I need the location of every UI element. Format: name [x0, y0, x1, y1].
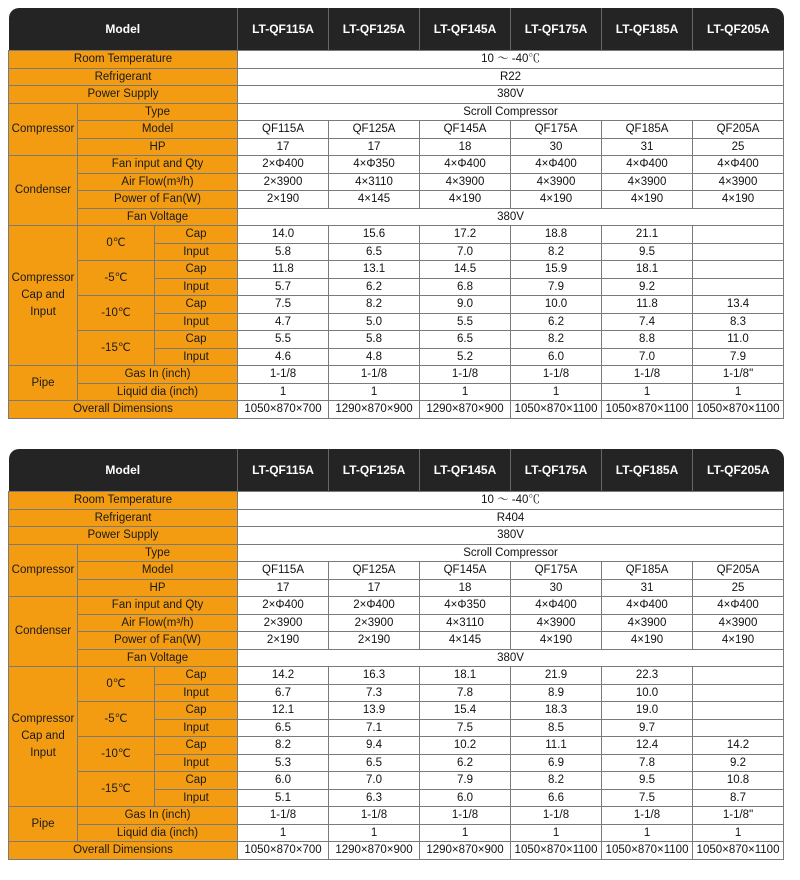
- cap-value: 21.1: [602, 226, 693, 244]
- fan-power-label: Power of Fan(W): [78, 191, 238, 209]
- temperature-label: -5℃: [78, 702, 155, 737]
- cap-value: 9.5: [602, 772, 693, 790]
- input-value: 8.9: [511, 684, 602, 702]
- liquid-dia-value: 1: [511, 383, 602, 401]
- input-label: Input: [155, 719, 238, 737]
- header-model-2: LT-QF145A: [420, 449, 511, 492]
- cap-value: 18.1: [420, 667, 511, 685]
- room-temperature-value: 10 ～ -40℃: [238, 51, 784, 69]
- input-value: 7.5: [602, 789, 693, 807]
- cap-value: 6.0: [238, 772, 329, 790]
- compressor-model-value: QF205A: [693, 562, 784, 580]
- input-value: 6.0: [511, 348, 602, 366]
- input-value: 5.1: [238, 789, 329, 807]
- input-value: 5.8: [238, 243, 329, 261]
- cap-value: 16.3: [329, 667, 420, 685]
- fan-input-value: 4×Φ400: [602, 156, 693, 174]
- cap-value: 15.4: [420, 702, 511, 720]
- compressor-type-value: Scroll Compressor: [238, 544, 784, 562]
- compressor-type-label: Type: [78, 544, 238, 562]
- cap-value: [693, 702, 784, 720]
- air-flow-label: Air Flow(m³/h): [78, 614, 238, 632]
- fan-power-value: 2×190: [329, 632, 420, 650]
- compressor-hp-value: 25: [693, 579, 784, 597]
- input-value: 7.1: [329, 719, 420, 737]
- liquid-dia-value: 1: [420, 383, 511, 401]
- fan-input-value: 2×Φ400: [238, 597, 329, 615]
- fan-power-value: 4×190: [602, 191, 693, 209]
- liquid-dia-value: 1: [693, 824, 784, 842]
- input-value: 6.0: [420, 789, 511, 807]
- cap-value: 22.3: [602, 667, 693, 685]
- cap-value: 14.5: [420, 261, 511, 279]
- compressor-hp-value: 17: [329, 579, 420, 597]
- cap-value: 8.8: [602, 331, 693, 349]
- cap-value: 14.2: [693, 737, 784, 755]
- compressor-hp-value: 17: [238, 138, 329, 156]
- cap-value: 7.0: [329, 772, 420, 790]
- compressor-hp-value: 31: [602, 138, 693, 156]
- compressor-hp-value: 17: [329, 138, 420, 156]
- header-model-1: LT-QF125A: [329, 449, 420, 492]
- cap-label: Cap: [155, 296, 238, 314]
- header-model-3: LT-QF175A: [511, 8, 602, 51]
- input-value: 5.3: [238, 754, 329, 772]
- dimensions-value: 1050×870×1100: [511, 842, 602, 860]
- input-value: 6.8: [420, 278, 511, 296]
- cap-value: 21.9: [511, 667, 602, 685]
- compressor-model-value: QF125A: [329, 121, 420, 139]
- fan-power-value: 4×190: [693, 191, 784, 209]
- compressor-model-value: QF115A: [238, 562, 329, 580]
- cap-value: 11.0: [693, 331, 784, 349]
- cap-value: 10.0: [511, 296, 602, 314]
- cap-value: 9.4: [329, 737, 420, 755]
- air-flow-value: 4×3110: [420, 614, 511, 632]
- fan-input-value: 4×Φ400: [511, 597, 602, 615]
- cap-value: 12.4: [602, 737, 693, 755]
- input-value: 7.0: [602, 348, 693, 366]
- fan-voltage-label: Fan Voltage: [78, 649, 238, 667]
- cap-value: 8.2: [238, 737, 329, 755]
- input-value: 6.2: [329, 278, 420, 296]
- input-label: Input: [155, 684, 238, 702]
- input-value: 9.7: [602, 719, 693, 737]
- fan-input-label: Fan input and Qty: [78, 597, 238, 615]
- fan-input-value: 4×Φ400: [511, 156, 602, 174]
- input-value: [693, 719, 784, 737]
- liquid-dia-label: Liquid dia (inch): [78, 383, 238, 401]
- liquid-dia-value: 1: [238, 383, 329, 401]
- compressor-model-value: QF175A: [511, 121, 602, 139]
- dimensions-value: 1290×870×900: [329, 401, 420, 419]
- input-label: Input: [155, 348, 238, 366]
- cap-value: 15.9: [511, 261, 602, 279]
- compressor-hp-value: 17: [238, 579, 329, 597]
- cap-value: 14.2: [238, 667, 329, 685]
- input-label: Input: [155, 313, 238, 331]
- gas-in-label: Gas In (inch): [78, 366, 238, 384]
- compressor-hp-value: 18: [420, 138, 511, 156]
- header-model-5: LT-QF205A: [693, 449, 784, 492]
- fan-input-value: 4×Φ400: [693, 156, 784, 174]
- input-value: 6.3: [329, 789, 420, 807]
- compressor-model-value: QF205A: [693, 121, 784, 139]
- fan-power-value: 4×145: [420, 632, 511, 650]
- input-value: [693, 684, 784, 702]
- compressor-model-label: Model: [78, 121, 238, 139]
- input-value: 7.4: [602, 313, 693, 331]
- air-flow-value: 4×3900: [511, 614, 602, 632]
- dimensions-value: 1290×870×900: [420, 842, 511, 860]
- compressor-hp-value: 25: [693, 138, 784, 156]
- air-flow-value: 4×3110: [329, 173, 420, 191]
- cap-value: 17.2: [420, 226, 511, 244]
- fan-power-value: 4×190: [511, 632, 602, 650]
- fan-power-value: 4×190: [693, 632, 784, 650]
- input-value: 6.2: [511, 313, 602, 331]
- cap-value: 13.1: [329, 261, 420, 279]
- dimensions-value: 1290×870×900: [329, 842, 420, 860]
- input-value: 8.7: [693, 789, 784, 807]
- cap-value: 11.8: [602, 296, 693, 314]
- temperature-label: -10℃: [78, 737, 155, 772]
- dimensions-value: 1050×870×700: [238, 842, 329, 860]
- fan-voltage-value: 380V: [238, 649, 784, 667]
- gas-in-value: 1-1/8: [329, 807, 420, 825]
- fan-power-value: 4×145: [329, 191, 420, 209]
- cap-input-label: Compressor Cap and Input: [9, 667, 78, 807]
- power-supply-value: 380V: [238, 86, 784, 104]
- input-value: 4.6: [238, 348, 329, 366]
- air-flow-label: Air Flow(m³/h): [78, 173, 238, 191]
- cap-value: [693, 226, 784, 244]
- power-supply-value: 380V: [238, 527, 784, 545]
- compressor-model-value: QF185A: [602, 562, 693, 580]
- compressor-model-value: QF145A: [420, 121, 511, 139]
- temperature-label: 0℃: [78, 226, 155, 261]
- compressor-label: Compressor: [9, 544, 78, 597]
- liquid-dia-label: Liquid dia (inch): [78, 824, 238, 842]
- temperature-label: -5℃: [78, 261, 155, 296]
- liquid-dia-value: 1: [238, 824, 329, 842]
- fan-power-value: 4×190: [420, 191, 511, 209]
- input-value: 6.9: [511, 754, 602, 772]
- condenser-label: Condenser: [9, 597, 78, 667]
- liquid-dia-value: 1: [420, 824, 511, 842]
- dimensions-label: Overall Dimensions: [9, 401, 238, 419]
- input-label: Input: [155, 278, 238, 296]
- fan-input-label: Fan input and Qty: [78, 156, 238, 174]
- liquid-dia-value: 1: [329, 383, 420, 401]
- compressor-model-value: QF125A: [329, 562, 420, 580]
- cap-value: 14.0: [238, 226, 329, 244]
- compressor-label: Compressor: [9, 103, 78, 156]
- input-value: 5.2: [420, 348, 511, 366]
- input-value: 6.5: [329, 243, 420, 261]
- dimensions-value: 1050×870×1100: [693, 842, 784, 860]
- compressor-model-value: QF175A: [511, 562, 602, 580]
- cap-input-label: Compressor Cap and Input: [9, 226, 78, 366]
- temperature-label: 0℃: [78, 667, 155, 702]
- refrigerant-label: Refrigerant: [9, 509, 238, 527]
- gas-in-label: Gas In (inch): [78, 807, 238, 825]
- input-value: 10.0: [602, 684, 693, 702]
- cap-value: 11.1: [511, 737, 602, 755]
- compressor-model-value: QF145A: [420, 562, 511, 580]
- dimensions-value: 1050×870×700: [238, 401, 329, 419]
- input-value: 6.7: [238, 684, 329, 702]
- air-flow-value: 2×3900: [238, 173, 329, 191]
- gas-in-value: 1-1/8: [238, 366, 329, 384]
- liquid-dia-value: 1: [602, 824, 693, 842]
- dimensions-value: 1050×870×1100: [693, 401, 784, 419]
- cap-value: 18.3: [511, 702, 602, 720]
- room-temperature-label: Room Temperature: [9, 51, 238, 69]
- cap-value: 13.4: [693, 296, 784, 314]
- input-value: 7.8: [420, 684, 511, 702]
- compressor-hp-value: 30: [511, 138, 602, 156]
- input-value: 4.8: [329, 348, 420, 366]
- input-value: 7.9: [511, 278, 602, 296]
- gas-in-value: 1-1/8: [238, 807, 329, 825]
- dimensions-value: 1290×870×900: [420, 401, 511, 419]
- fan-power-label: Power of Fan(W): [78, 632, 238, 650]
- liquid-dia-value: 1: [602, 383, 693, 401]
- input-value: 6.5: [329, 754, 420, 772]
- liquid-dia-value: 1: [511, 824, 602, 842]
- cap-value: 7.5: [238, 296, 329, 314]
- header-model-label: Model: [9, 8, 238, 51]
- compressor-model-value: QF185A: [602, 121, 693, 139]
- input-value: 7.3: [329, 684, 420, 702]
- compressor-type-label: Type: [78, 103, 238, 121]
- input-value: 7.0: [420, 243, 511, 261]
- compressor-hp-value: 30: [511, 579, 602, 597]
- input-value: 9.5: [602, 243, 693, 261]
- air-flow-value: 4×3900: [602, 173, 693, 191]
- refrigerant-value: R22: [238, 68, 784, 86]
- temperature-label: -10℃: [78, 296, 155, 331]
- cap-label: Cap: [155, 737, 238, 755]
- header-model-5: LT-QF205A: [693, 8, 784, 51]
- input-value: 8.2: [511, 243, 602, 261]
- dimensions-label: Overall Dimensions: [9, 842, 238, 860]
- cap-value: 7.9: [420, 772, 511, 790]
- input-value: 7.8: [602, 754, 693, 772]
- input-label: Input: [155, 243, 238, 261]
- cap-value: 11.8: [238, 261, 329, 279]
- cap-value: [693, 261, 784, 279]
- fan-voltage-value: 380V: [238, 208, 784, 226]
- gas-in-value: 1-1/8: [511, 366, 602, 384]
- fan-power-value: 4×190: [511, 191, 602, 209]
- input-value: 5.5: [420, 313, 511, 331]
- cap-label: Cap: [155, 261, 238, 279]
- temperature-label: -15℃: [78, 772, 155, 807]
- gas-in-value: 1-1/8": [693, 366, 784, 384]
- cap-value: 13.9: [329, 702, 420, 720]
- compressor-hp-label: HP: [78, 138, 238, 156]
- fan-power-value: 2×190: [238, 191, 329, 209]
- header-model-0: LT-QF115A: [238, 8, 329, 51]
- room-temperature-label: Room Temperature: [9, 492, 238, 510]
- gas-in-value: 1-1/8: [420, 807, 511, 825]
- fan-input-value: 4×Φ350: [329, 156, 420, 174]
- dimensions-value: 1050×870×1100: [511, 401, 602, 419]
- input-value: [693, 243, 784, 261]
- cap-label: Cap: [155, 772, 238, 790]
- input-value: [693, 278, 784, 296]
- liquid-dia-value: 1: [693, 383, 784, 401]
- cap-value: 8.2: [511, 772, 602, 790]
- header-model-3: LT-QF175A: [511, 449, 602, 492]
- air-flow-value: 2×3900: [238, 614, 329, 632]
- refrigerant-value: R404: [238, 509, 784, 527]
- condenser-label: Condenser: [9, 156, 78, 226]
- input-value: 5.7: [238, 278, 329, 296]
- input-label: Input: [155, 789, 238, 807]
- compressor-hp-value: 31: [602, 579, 693, 597]
- air-flow-value: 4×3900: [693, 173, 784, 191]
- liquid-dia-value: 1: [329, 824, 420, 842]
- header-model-1: LT-QF125A: [329, 8, 420, 51]
- air-flow-value: 4×3900: [693, 614, 784, 632]
- air-flow-value: 4×3900: [602, 614, 693, 632]
- refrigerant-label: Refrigerant: [9, 68, 238, 86]
- input-value: 8.5: [511, 719, 602, 737]
- dimensions-value: 1050×870×1100: [602, 401, 693, 419]
- input-value: 6.5: [238, 719, 329, 737]
- cap-value: 8.2: [329, 296, 420, 314]
- compressor-model-value: QF115A: [238, 121, 329, 139]
- fan-input-value: 4×Φ400: [602, 597, 693, 615]
- cap-value: [693, 667, 784, 685]
- cap-value: 19.0: [602, 702, 693, 720]
- air-flow-value: 2×3900: [329, 614, 420, 632]
- input-value: 5.0: [329, 313, 420, 331]
- cap-value: 5.5: [238, 331, 329, 349]
- cap-value: 9.0: [420, 296, 511, 314]
- fan-input-value: 4×Φ400: [420, 156, 511, 174]
- cap-value: 18.8: [511, 226, 602, 244]
- gas-in-value: 1-1/8: [329, 366, 420, 384]
- cap-value: 6.5: [420, 331, 511, 349]
- fan-input-value: 4×Φ350: [420, 597, 511, 615]
- gas-in-value: 1-1/8: [420, 366, 511, 384]
- cap-value: 10.2: [420, 737, 511, 755]
- fan-power-value: 2×190: [238, 632, 329, 650]
- header-model-4: LT-QF185A: [602, 8, 693, 51]
- gas-in-value: 1-1/8: [602, 366, 693, 384]
- pipe-label: Pipe: [9, 807, 78, 842]
- header-model-4: LT-QF185A: [602, 449, 693, 492]
- cap-label: Cap: [155, 667, 238, 685]
- cap-value: 10.8: [693, 772, 784, 790]
- spec-table-r22: [8, 8, 784, 419]
- cap-value: 5.8: [329, 331, 420, 349]
- input-value: 9.2: [602, 278, 693, 296]
- fan-input-value: 2×Φ400: [329, 597, 420, 615]
- header-model-label: Model: [9, 449, 238, 492]
- header-model-2: LT-QF145A: [420, 8, 511, 51]
- cap-label: Cap: [155, 226, 238, 244]
- gas-in-value: 1-1/8: [602, 807, 693, 825]
- input-value: 9.2: [693, 754, 784, 772]
- compressor-type-value: Scroll Compressor: [238, 103, 784, 121]
- cap-value: 18.1: [602, 261, 693, 279]
- room-temperature-value: 10 ～ -40℃: [238, 492, 784, 510]
- input-value: 7.9: [693, 348, 784, 366]
- power-supply-label: Power Supply: [9, 86, 238, 104]
- air-flow-value: 4×3900: [511, 173, 602, 191]
- compressor-hp-label: HP: [78, 579, 238, 597]
- input-value: 4.7: [238, 313, 329, 331]
- header-model-0: LT-QF115A: [238, 449, 329, 492]
- power-supply-label: Power Supply: [9, 527, 238, 545]
- dimensions-value: 1050×870×1100: [602, 842, 693, 860]
- cap-value: 8.2: [511, 331, 602, 349]
- fan-power-value: 4×190: [602, 632, 693, 650]
- pipe-label: Pipe: [9, 366, 78, 401]
- temperature-label: -15℃: [78, 331, 155, 366]
- cap-value: 12.1: [238, 702, 329, 720]
- fan-voltage-label: Fan Voltage: [78, 208, 238, 226]
- compressor-hp-value: 18: [420, 579, 511, 597]
- compressor-model-label: Model: [78, 562, 238, 580]
- cap-value: 15.6: [329, 226, 420, 244]
- gas-in-value: 1-1/8": [693, 807, 784, 825]
- fan-input-value: 4×Φ400: [693, 597, 784, 615]
- cap-label: Cap: [155, 702, 238, 720]
- cap-label: Cap: [155, 331, 238, 349]
- air-flow-value: 4×3900: [420, 173, 511, 191]
- input-label: Input: [155, 754, 238, 772]
- input-value: 6.6: [511, 789, 602, 807]
- gas-in-value: 1-1/8: [511, 807, 602, 825]
- input-value: 7.5: [420, 719, 511, 737]
- input-value: 6.2: [420, 754, 511, 772]
- fan-input-value: 2×Φ400: [238, 156, 329, 174]
- input-value: 8.3: [693, 313, 784, 331]
- spec-table-r404: [8, 449, 784, 860]
